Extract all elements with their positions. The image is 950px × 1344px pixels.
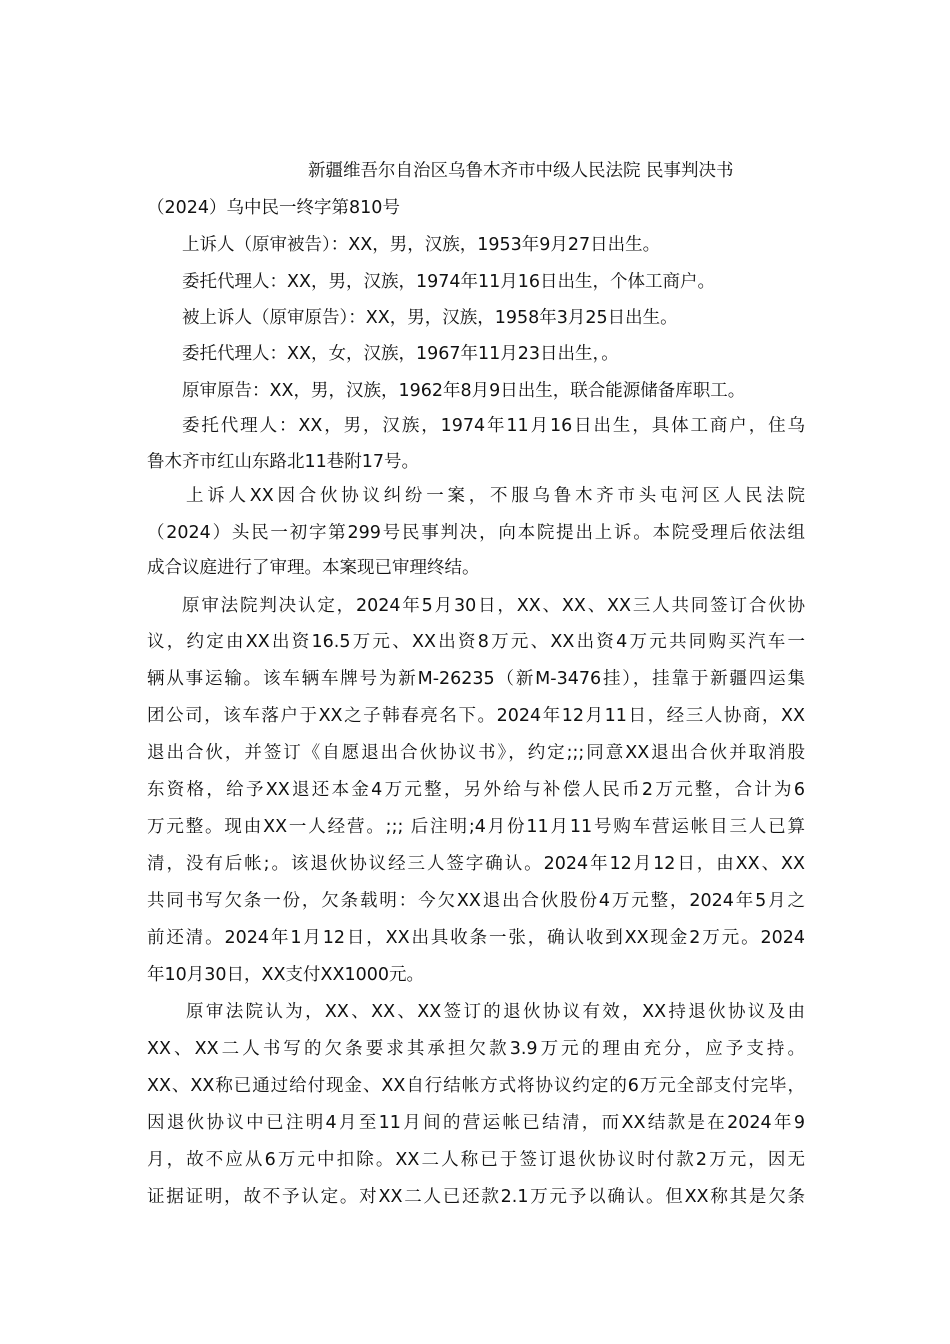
paragraph-line: XX、XX二人书写的欠条要求其承担欠款3.9万元的理由充分，应予支持。: [147, 1039, 805, 1059]
paragraph-line: 清，没有后帐;。该退伙协议经三人签字确认。2024年12月12日，由XX、XX: [147, 854, 805, 874]
paragraph-line: 辆从事运输。该车辆车牌号为新M-26235（新M-3476挂），挂靠于新疆四运集: [147, 669, 805, 689]
document-title: 新疆维吾尔自治区乌鲁木齐市中级人民法院 民事判决书: [308, 161, 734, 181]
paragraph-line: 年10月30日，XX支付XX1000元。: [147, 965, 425, 985]
paragraph-line: 东资格，给予XX退还本金4万元整，另外给与补偿人民币2万元整，合计为6: [147, 780, 805, 800]
paragraph-line: 证据证明，故不予认定。对XX二人已还款2.1万元予以确认。但XX称其是欠条: [147, 1187, 805, 1207]
party-line: 委托代理人：XX，男，汉族，1974年11月16日出生，个体工商户。: [182, 272, 716, 292]
paragraph-line: 成合议庭进行了审理。本案现已审理终结。: [147, 558, 480, 578]
paragraph-line: 原审法院认为，XX、XX、XX签订的退伙协议有效，XX持退伙协议及由: [186, 1002, 805, 1022]
paragraph-line: XX、XX称已通过给付现金、XX自行结帐方式将协议约定的6万元全部支付完毕，: [147, 1076, 805, 1096]
paragraph-line: 上诉人XX因合伙协议纠纷一案，不服乌鲁木齐市头屯河区人民法院: [186, 486, 805, 506]
party-line: 鲁木齐市红山东路北11巷附17号。: [147, 452, 420, 472]
party-line: 上诉人（原审被告）：XX，男，汉族，1953年9月27日出生。: [182, 235, 661, 255]
party-line: 被上诉人（原审原告）：XX，男，汉族，1958年3月25日出生。: [182, 308, 678, 328]
paragraph-line: 前还清。2024年1月12日，XX出具收条一张，确认收到XX现金2万元。2024: [147, 928, 805, 948]
paragraph-line: 原审法院判决认定，2024年5月30日，XX、XX、XX三人共同签订合伙协: [182, 596, 805, 616]
case-number: （2024）乌中民一终字第810号: [147, 198, 400, 218]
party-line: 委托代理人：XX，女，汉族，1967年11月23日出生，。: [182, 344, 619, 364]
paragraph-line: 议，约定由XX出资16.5万元、XX出资8万元、XX出资4万元共同购买汽车一: [147, 632, 805, 652]
paragraph-line: 因退伙协议中已注明4月至11月间的营运帐已结清，而XX结款是在2024年9: [147, 1113, 805, 1133]
paragraph-line: 团公司，该车落户于XX之子韩春亮名下。2024年12月11日，经三人协商，XX: [147, 706, 805, 726]
paragraph-line: 万元整。现由XX一人经营。;;; 后注明;4月份11月11号购车营运帐目三人已算: [147, 817, 805, 837]
party-line: 委托代理人：XX，男，汉族，1974年11月16日出生，具体工商户，住乌: [182, 416, 805, 436]
paragraph-line: 退出合伙，并签订《自愿退出合伙协议书》，约定;;;同意XX退出合伙并取消股: [147, 743, 805, 763]
party-line: 原审原告：XX，男，汉族，1962年8月9日出生，联合能源储备库职工。: [182, 381, 746, 401]
paragraph-line: 月，故不应从6万元中扣除。XX二人称已于签订退伙协议时付款2万元，因无: [147, 1150, 805, 1170]
paragraph-line: 共同书写欠条一份，欠条载明：今欠XX退出合伙股份4万元整，2024年5月之: [147, 891, 805, 911]
paragraph-line: （2024）头民一初字第299号民事判决，向本院提出上诉。本院受理后依法组: [147, 523, 805, 543]
